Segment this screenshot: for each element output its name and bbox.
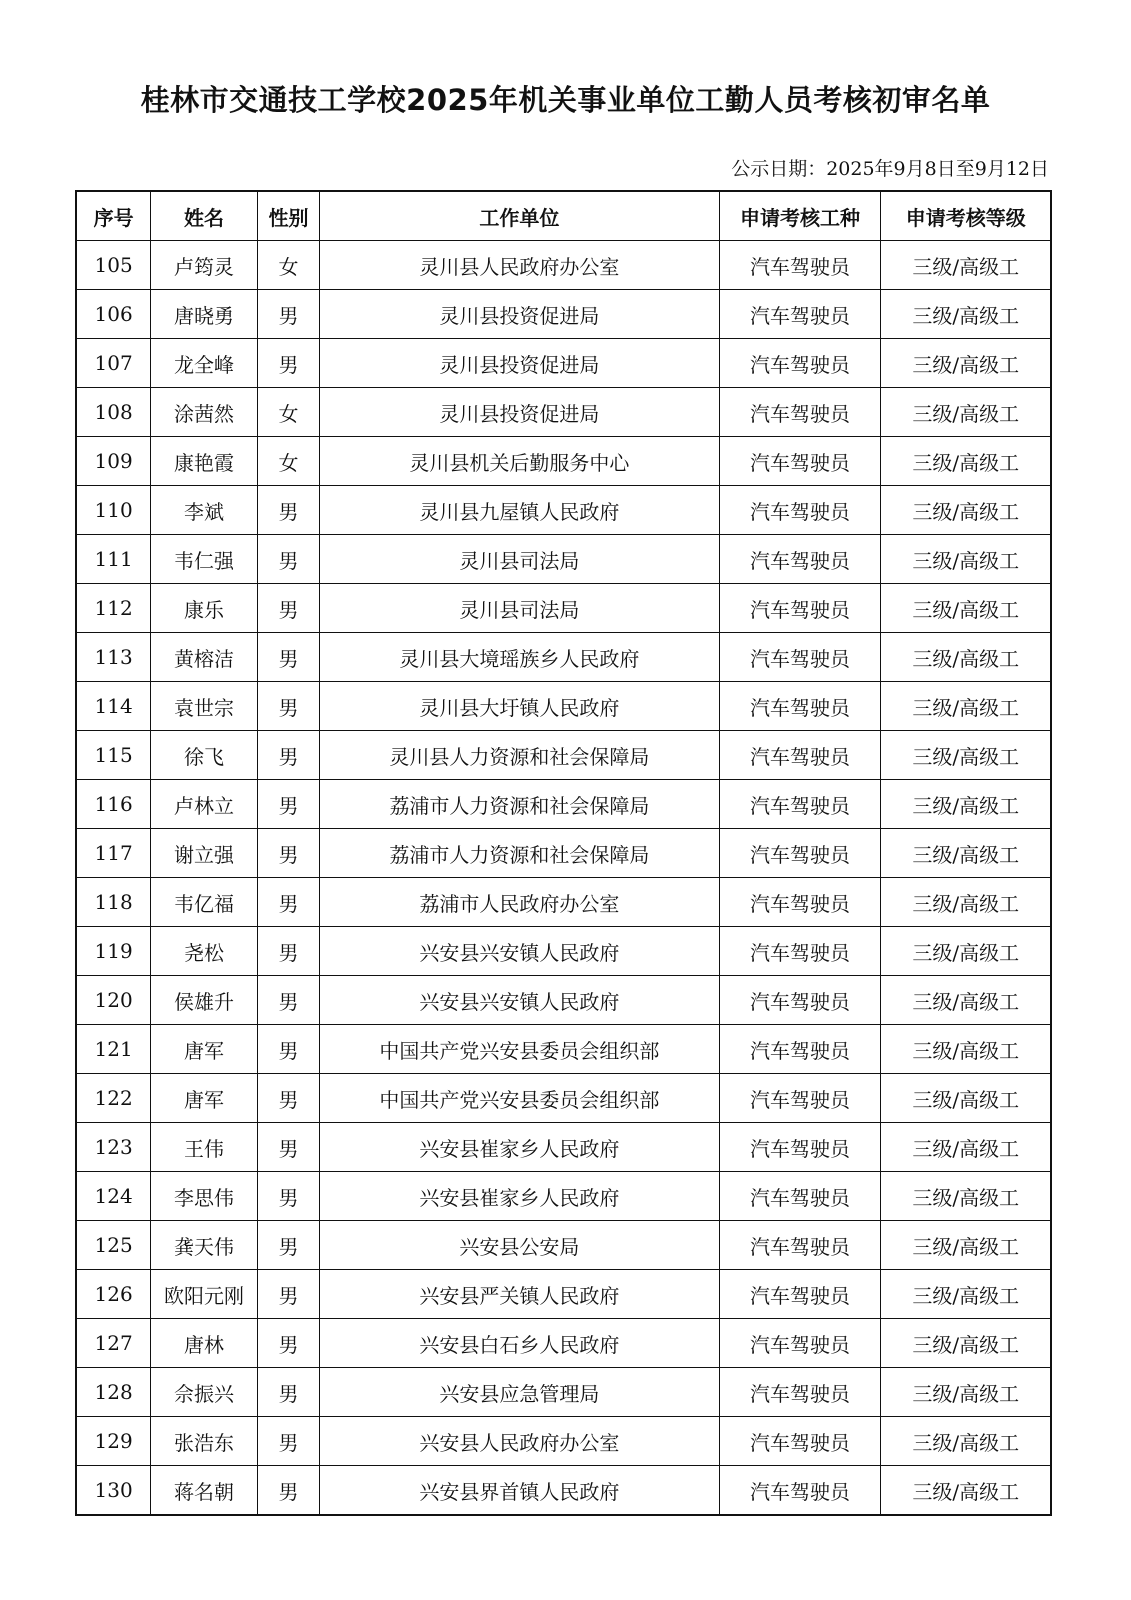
work-unit-cell: 灵川县司法局 xyxy=(320,535,719,584)
serial-number-cell: 112 xyxy=(76,584,151,633)
serial-number-cell: 109 xyxy=(76,437,151,486)
gender-cell: 男 xyxy=(257,731,319,780)
work-unit-cell: 兴安县公安局 xyxy=(320,1221,719,1270)
name-cell: 侯雄升 xyxy=(151,976,258,1025)
serial-number-cell: 110 xyxy=(76,486,151,535)
job-type-cell: 汽车驾驶员 xyxy=(719,927,881,976)
name-cell: 涂茜然 xyxy=(151,388,258,437)
level-cell: 三级/高级工 xyxy=(881,1368,1051,1417)
work-unit-cell: 兴安县界首镇人民政府 xyxy=(320,1466,719,1516)
job-type-cell: 汽车驾驶员 xyxy=(719,241,881,290)
gender-cell: 男 xyxy=(257,927,319,976)
table-row xyxy=(76,1221,1051,1270)
level-cell: 三级/高级工 xyxy=(881,633,1051,682)
work-unit-cell: 兴安县兴安镇人民政府 xyxy=(320,927,719,976)
table-row xyxy=(76,1368,1051,1417)
table-row xyxy=(76,584,1051,633)
level-cell: 三级/高级工 xyxy=(881,829,1051,878)
name-cell: 卢林立 xyxy=(151,780,258,829)
work-unit-cell: 中国共产党兴安县委员会组织部 xyxy=(320,1074,719,1123)
gender-cell: 男 xyxy=(257,682,319,731)
name-cell: 张浩东 xyxy=(151,1417,258,1466)
job-type-cell: 汽车驾驶员 xyxy=(719,339,881,388)
level-cell: 三级/高级工 xyxy=(881,1466,1051,1516)
gender-cell: 男 xyxy=(257,878,319,927)
work-unit-cell: 荔浦市人力资源和社会保障局 xyxy=(320,829,719,878)
work-unit-cell: 灵川县人民政府办公室 xyxy=(320,241,719,290)
table-row xyxy=(76,535,1051,584)
header-serial-number: 序号 xyxy=(76,191,151,241)
serial-number-cell: 115 xyxy=(76,731,151,780)
serial-number-cell: 123 xyxy=(76,1123,151,1172)
serial-number-cell: 119 xyxy=(76,927,151,976)
name-cell: 李斌 xyxy=(151,486,258,535)
job-type-cell: 汽车驾驶员 xyxy=(719,437,881,486)
level-cell: 三级/高级工 xyxy=(881,682,1051,731)
serial-number-cell: 127 xyxy=(76,1319,151,1368)
serial-number-cell: 120 xyxy=(76,976,151,1025)
work-unit-cell: 灵川县九屋镇人民政府 xyxy=(320,486,719,535)
job-type-cell: 汽车驾驶员 xyxy=(719,1172,881,1221)
gender-cell: 男 xyxy=(257,1074,319,1123)
header-name: 姓名 xyxy=(151,191,258,241)
serial-number-cell: 106 xyxy=(76,290,151,339)
serial-number-cell: 128 xyxy=(76,1368,151,1417)
name-cell: 谢立强 xyxy=(151,829,258,878)
job-type-cell: 汽车驾驶员 xyxy=(719,829,881,878)
work-unit-cell: 荔浦市人力资源和社会保障局 xyxy=(320,780,719,829)
job-type-cell: 汽车驾驶员 xyxy=(719,1319,881,1368)
header-level: 申请考核等级 xyxy=(881,191,1051,241)
work-unit-cell: 灵川县机关后勤服务中心 xyxy=(320,437,719,486)
roster-table xyxy=(75,190,1052,1516)
serial-number-cell: 126 xyxy=(76,1270,151,1319)
level-cell: 三级/高级工 xyxy=(881,437,1051,486)
name-cell: 黄榕洁 xyxy=(151,633,258,682)
job-type-cell: 汽车驾驶员 xyxy=(719,486,881,535)
job-type-cell: 汽车驾驶员 xyxy=(719,1466,881,1516)
level-cell: 三级/高级工 xyxy=(881,535,1051,584)
name-cell: 康艳霞 xyxy=(151,437,258,486)
table-row xyxy=(76,1319,1051,1368)
gender-cell: 男 xyxy=(257,780,319,829)
gender-cell: 男 xyxy=(257,1417,319,1466)
serial-number-cell: 105 xyxy=(76,241,151,290)
serial-number-cell: 117 xyxy=(76,829,151,878)
table-row xyxy=(76,1417,1051,1466)
table-row xyxy=(76,976,1051,1025)
table-row xyxy=(76,437,1051,486)
job-type-cell: 汽车驾驶员 xyxy=(719,1074,881,1123)
job-type-cell: 汽车驾驶员 xyxy=(719,290,881,339)
gender-cell: 男 xyxy=(257,1123,319,1172)
serial-number-cell: 108 xyxy=(76,388,151,437)
serial-number-cell: 113 xyxy=(76,633,151,682)
table-row xyxy=(76,1074,1051,1123)
gender-cell: 男 xyxy=(257,290,319,339)
gender-cell: 女 xyxy=(257,437,319,486)
level-cell: 三级/高级工 xyxy=(881,731,1051,780)
gender-cell: 男 xyxy=(257,1368,319,1417)
work-unit-cell: 灵川县投资促进局 xyxy=(320,290,719,339)
header-job-type: 申请考核工种 xyxy=(719,191,881,241)
serial-number-cell: 129 xyxy=(76,1417,151,1466)
work-unit-cell: 灵川县大圩镇人民政府 xyxy=(320,682,719,731)
serial-number-cell: 118 xyxy=(76,878,151,927)
name-cell: 尧松 xyxy=(151,927,258,976)
level-cell: 三级/高级工 xyxy=(881,1074,1051,1123)
gender-cell: 男 xyxy=(257,486,319,535)
level-cell: 三级/高级工 xyxy=(881,1221,1051,1270)
level-cell: 三级/高级工 xyxy=(881,1123,1051,1172)
name-cell: 王伟 xyxy=(151,1123,258,1172)
job-type-cell: 汽车驾驶员 xyxy=(719,731,881,780)
job-type-cell: 汽车驾驶员 xyxy=(719,780,881,829)
name-cell: 康乐 xyxy=(151,584,258,633)
gender-cell: 男 xyxy=(257,1221,319,1270)
name-cell: 韦仁强 xyxy=(151,535,258,584)
serial-number-cell: 111 xyxy=(76,535,151,584)
level-cell: 三级/高级工 xyxy=(881,388,1051,437)
gender-cell: 女 xyxy=(257,241,319,290)
name-cell: 欧阳元刚 xyxy=(151,1270,258,1319)
serial-number-cell: 121 xyxy=(76,1025,151,1074)
name-cell: 唐军 xyxy=(151,1025,258,1074)
level-cell: 三级/高级工 xyxy=(881,780,1051,829)
table-row xyxy=(76,1466,1051,1516)
gender-cell: 男 xyxy=(257,1172,319,1221)
level-cell: 三级/高级工 xyxy=(881,1270,1051,1319)
work-unit-cell: 灵川县投资促进局 xyxy=(320,388,719,437)
gender-cell: 男 xyxy=(257,1319,319,1368)
job-type-cell: 汽车驾驶员 xyxy=(719,1025,881,1074)
table-row xyxy=(76,682,1051,731)
name-cell: 韦亿福 xyxy=(151,878,258,927)
job-type-cell: 汽车驾驶员 xyxy=(719,584,881,633)
job-type-cell: 汽车驾驶员 xyxy=(719,976,881,1025)
table-header-row xyxy=(76,191,1051,241)
level-cell: 三级/高级工 xyxy=(881,584,1051,633)
level-cell: 三级/高级工 xyxy=(881,241,1051,290)
job-type-cell: 汽车驾驶员 xyxy=(719,633,881,682)
table-row xyxy=(76,241,1051,290)
gender-cell: 女 xyxy=(257,388,319,437)
table-row xyxy=(76,780,1051,829)
table-row xyxy=(76,1270,1051,1319)
table-row xyxy=(76,878,1051,927)
table-row xyxy=(76,388,1051,437)
name-cell: 徐飞 xyxy=(151,731,258,780)
work-unit-cell: 灵川县大境瑶族乡人民政府 xyxy=(320,633,719,682)
gender-cell: 男 xyxy=(257,339,319,388)
serial-number-cell: 130 xyxy=(76,1466,151,1516)
header-work-unit: 工作单位 xyxy=(320,191,719,241)
name-cell: 唐晓勇 xyxy=(151,290,258,339)
gender-cell: 男 xyxy=(257,584,319,633)
roster-body xyxy=(76,241,1051,1516)
gender-cell: 男 xyxy=(257,976,319,1025)
serial-number-cell: 122 xyxy=(76,1074,151,1123)
level-cell: 三级/高级工 xyxy=(881,1319,1051,1368)
name-cell: 龙全峰 xyxy=(151,339,258,388)
table-row xyxy=(76,731,1051,780)
serial-number-cell: 124 xyxy=(76,1172,151,1221)
job-type-cell: 汽车驾驶员 xyxy=(719,682,881,731)
serial-number-cell: 107 xyxy=(76,339,151,388)
work-unit-cell: 兴安县人民政府办公室 xyxy=(320,1417,719,1466)
work-unit-cell: 兴安县白石乡人民政府 xyxy=(320,1319,719,1368)
work-unit-cell: 兴安县崔家乡人民政府 xyxy=(320,1123,719,1172)
work-unit-cell: 荔浦市人民政府办公室 xyxy=(320,878,719,927)
level-cell: 三级/高级工 xyxy=(881,339,1051,388)
name-cell: 李思伟 xyxy=(151,1172,258,1221)
table-row xyxy=(76,290,1051,339)
work-unit-cell: 灵川县投资促进局 xyxy=(320,339,719,388)
table-row xyxy=(76,633,1051,682)
table-row xyxy=(76,1172,1051,1221)
work-unit-cell: 兴安县应急管理局 xyxy=(320,1368,719,1417)
level-cell: 三级/高级工 xyxy=(881,976,1051,1025)
publication-date: 公示日期：2025年9月8日至9月12日 xyxy=(731,158,1049,180)
serial-number-cell: 125 xyxy=(76,1221,151,1270)
name-cell: 唐林 xyxy=(151,1319,258,1368)
level-cell: 三级/高级工 xyxy=(881,927,1051,976)
table-row xyxy=(76,339,1051,388)
level-cell: 三级/高级工 xyxy=(881,1172,1051,1221)
name-cell: 袁世宗 xyxy=(151,682,258,731)
job-type-cell: 汽车驾驶员 xyxy=(719,1417,881,1466)
job-type-cell: 汽车驾驶员 xyxy=(719,388,881,437)
document-title: 桂林市交通技工学校2025年机关事业单位工勤人员考核初审名单 xyxy=(140,83,991,117)
gender-cell: 男 xyxy=(257,1270,319,1319)
header-gender: 性别 xyxy=(257,191,319,241)
gender-cell: 男 xyxy=(257,1466,319,1516)
job-type-cell: 汽车驾驶员 xyxy=(719,1270,881,1319)
level-cell: 三级/高级工 xyxy=(881,1417,1051,1466)
table-row xyxy=(76,1025,1051,1074)
job-type-cell: 汽车驾驶员 xyxy=(719,1123,881,1172)
name-cell: 唐军 xyxy=(151,1074,258,1123)
name-cell: 佘振兴 xyxy=(151,1368,258,1417)
work-unit-cell: 兴安县兴安镇人民政府 xyxy=(320,976,719,1025)
serial-number-cell: 114 xyxy=(76,682,151,731)
table-row xyxy=(76,829,1051,878)
level-cell: 三级/高级工 xyxy=(881,290,1051,339)
work-unit-cell: 灵川县人力资源和社会保障局 xyxy=(320,731,719,780)
level-cell: 三级/高级工 xyxy=(881,878,1051,927)
level-cell: 三级/高级工 xyxy=(881,486,1051,535)
job-type-cell: 汽车驾驶员 xyxy=(719,535,881,584)
work-unit-cell: 灵川县司法局 xyxy=(320,584,719,633)
name-cell: 龚天伟 xyxy=(151,1221,258,1270)
job-type-cell: 汽车驾驶员 xyxy=(719,878,881,927)
table-row xyxy=(76,486,1051,535)
table-row xyxy=(76,1123,1051,1172)
gender-cell: 男 xyxy=(257,829,319,878)
gender-cell: 男 xyxy=(257,535,319,584)
level-cell: 三级/高级工 xyxy=(881,1025,1051,1074)
gender-cell: 男 xyxy=(257,633,319,682)
name-cell: 蒋名朝 xyxy=(151,1466,258,1516)
job-type-cell: 汽车驾驶员 xyxy=(719,1368,881,1417)
job-type-cell: 汽车驾驶员 xyxy=(719,1221,881,1270)
serial-number-cell: 116 xyxy=(76,780,151,829)
gender-cell: 男 xyxy=(257,1025,319,1074)
table-row xyxy=(76,927,1051,976)
name-cell: 卢筠灵 xyxy=(151,241,258,290)
work-unit-cell: 中国共产党兴安县委员会组织部 xyxy=(320,1025,719,1074)
work-unit-cell: 兴安县崔家乡人民政府 xyxy=(320,1172,719,1221)
work-unit-cell: 兴安县严关镇人民政府 xyxy=(320,1270,719,1319)
